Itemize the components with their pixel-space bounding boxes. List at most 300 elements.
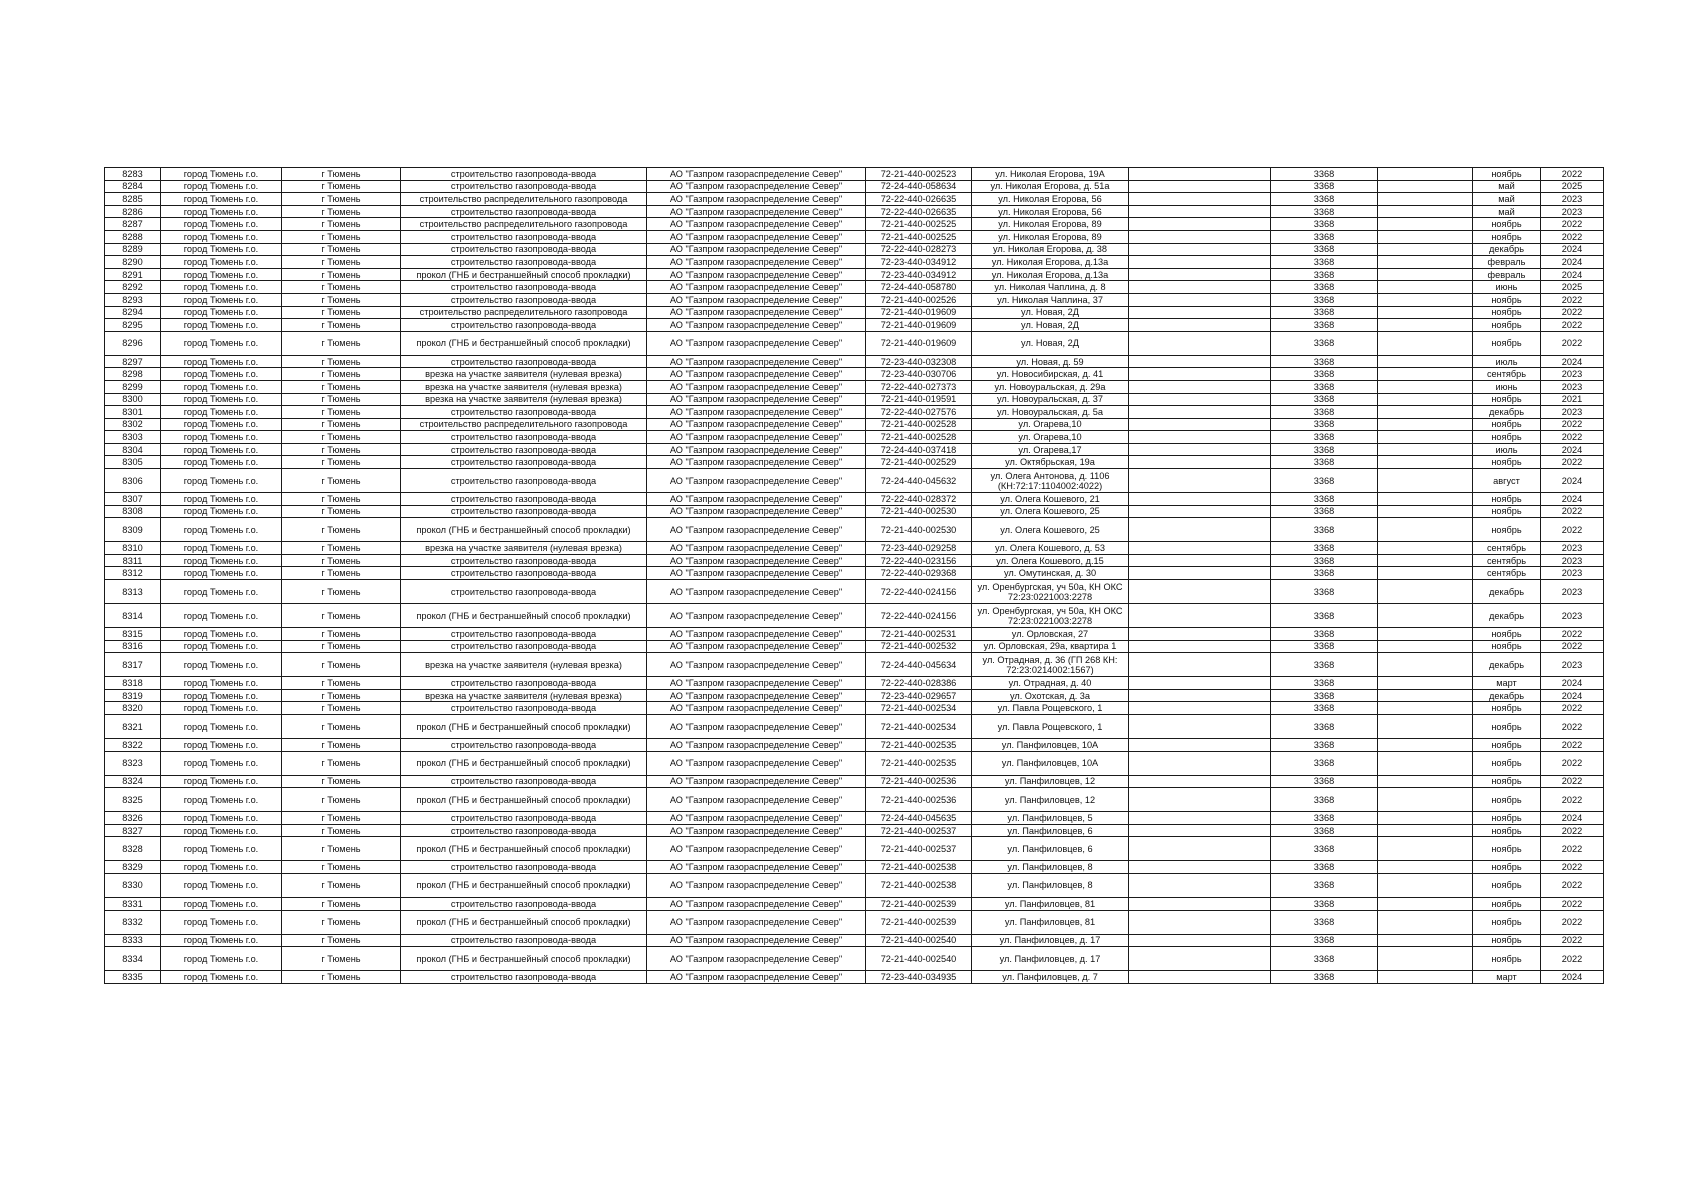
empty-cell-cell <box>1129 443 1271 456</box>
row-number-cell: 8308 <box>105 505 161 518</box>
empty-cell-cell <box>1378 788 1473 812</box>
work-type-cell: строительство газопровода-ввода <box>401 180 647 193</box>
table-row <box>105 306 1604 319</box>
settlement-cell: г Тюмень <box>282 431 401 444</box>
month-cell: ноябрь <box>1473 230 1541 243</box>
code-cell: 3368 <box>1271 205 1378 218</box>
cadastral-code-cell: 72-24-440-045632 <box>866 469 972 493</box>
year-cell: 2023 <box>1541 205 1604 218</box>
work-type-cell: врезка на участке заявителя (нулевая врезка) <box>401 542 647 555</box>
work-type-cell: врезка на участке заявителя (нулевая врезка) <box>401 689 647 702</box>
empty-cell-cell <box>1378 677 1473 690</box>
code-cell: 3368 <box>1271 431 1378 444</box>
empty-cell-cell <box>1378 640 1473 653</box>
cadastral-code-cell: 72-23-440-029657 <box>866 689 972 702</box>
work-type-cell: строительство газопровода-ввода <box>401 205 647 218</box>
empty-cell-cell <box>1378 380 1473 393</box>
municipality-cell: город Тюмень г.о. <box>161 243 282 256</box>
cadastral-code-cell: 72-21-440-002525 <box>866 218 972 231</box>
organization-cell: АО "Газпром газораспределение Север" <box>647 628 866 641</box>
row-number-cell: 8291 <box>105 268 161 281</box>
cadastral-code-cell: 72-21-440-002536 <box>866 775 972 788</box>
address-cell: ул. Новая, 2Д <box>972 306 1129 319</box>
cadastral-code-cell: 72-21-440-002525 <box>866 230 972 243</box>
settlement-cell: г Тюмень <box>282 653 401 677</box>
cadastral-code-cell: 72-21-440-002539 <box>866 910 972 934</box>
row-number-cell: 8292 <box>105 281 161 294</box>
month-cell: июль <box>1473 443 1541 456</box>
address-cell: ул. Панфиловцев, 12 <box>972 775 1129 788</box>
organization-cell: АО "Газпром газораспределение Север" <box>647 230 866 243</box>
organization-cell: АО "Газпром газораспределение Север" <box>647 873 866 897</box>
code-cell: 3368 <box>1271 418 1378 431</box>
address-cell: ул. Новая, 2Д <box>972 331 1129 355</box>
organization-cell: АО "Газпром газораспределение Север" <box>647 218 866 231</box>
settlement-cell: г Тюмень <box>282 319 401 332</box>
organization-cell: АО "Газпром газораспределение Север" <box>647 715 866 739</box>
code-cell: 3368 <box>1271 934 1378 947</box>
month-cell: декабрь <box>1473 689 1541 702</box>
cadastral-code-cell: 72-21-440-019609 <box>866 331 972 355</box>
cadastral-code-cell: 72-21-440-019609 <box>866 319 972 332</box>
row-number-cell: 8319 <box>105 689 161 702</box>
empty-cell-cell <box>1129 319 1271 332</box>
year-cell: 2022 <box>1541 897 1604 910</box>
organization-cell: АО "Газпром газораспределение Север" <box>647 788 866 812</box>
code-cell: 3368 <box>1271 653 1378 677</box>
table-row <box>105 689 1604 702</box>
work-type-cell: врезка на участке заявителя (нулевая врезка) <box>401 380 647 393</box>
organization-cell: АО "Газпром газораспределение Север" <box>647 837 866 861</box>
settlement-cell: г Тюмень <box>282 331 401 355</box>
year-cell: 2024 <box>1541 443 1604 456</box>
year-cell: 2023 <box>1541 554 1604 567</box>
row-number-cell: 8314 <box>105 604 161 628</box>
settlement-cell: г Тюмень <box>282 580 401 604</box>
cadastral-code-cell: 72-21-440-002535 <box>866 751 972 775</box>
row-number-cell: 8301 <box>105 406 161 419</box>
work-type-cell: строительство распределительного газопровода <box>401 193 647 206</box>
code-cell: 3368 <box>1271 493 1378 506</box>
organization-cell: АО "Газпром газораспределение Север" <box>647 268 866 281</box>
settlement-cell: г Тюмень <box>282 751 401 775</box>
month-cell: май <box>1473 180 1541 193</box>
municipality-cell: город Тюмень г.о. <box>161 331 282 355</box>
row-number-cell: 8309 <box>105 518 161 542</box>
organization-cell: АО "Газпром газораспределение Север" <box>647 368 866 381</box>
row-number-cell: 8322 <box>105 739 161 752</box>
year-cell: 2023 <box>1541 406 1604 419</box>
municipality-cell: город Тюмень г.о. <box>161 580 282 604</box>
empty-cell-cell <box>1129 640 1271 653</box>
municipality-cell: город Тюмень г.о. <box>161 910 282 934</box>
code-cell: 3368 <box>1271 443 1378 456</box>
organization-cell: АО "Газпром газораспределение Север" <box>647 689 866 702</box>
code-cell: 3368 <box>1271 355 1378 368</box>
cadastral-code-cell: 72-24-440-058780 <box>866 281 972 294</box>
code-cell: 3368 <box>1271 230 1378 243</box>
year-cell: 2022 <box>1541 230 1604 243</box>
empty-cell-cell <box>1129 861 1271 874</box>
row-number-cell: 8284 <box>105 180 161 193</box>
month-cell: февраль <box>1473 268 1541 281</box>
code-cell: 3368 <box>1271 837 1378 861</box>
row-number-cell: 8318 <box>105 677 161 690</box>
organization-cell: АО "Газпром газораспределение Север" <box>647 331 866 355</box>
month-cell: март <box>1473 971 1541 984</box>
empty-cell-cell <box>1378 268 1473 281</box>
code-cell: 3368 <box>1271 677 1378 690</box>
organization-cell: АО "Газпром газораспределение Север" <box>647 168 866 181</box>
table-row <box>105 431 1604 444</box>
address-cell: ул. Николая Егорова, 19А <box>972 168 1129 181</box>
year-cell: 2023 <box>1541 653 1604 677</box>
table-row <box>105 567 1604 580</box>
code-cell: 3368 <box>1271 319 1378 332</box>
settlement-cell: г Тюмень <box>282 456 401 469</box>
code-cell: 3368 <box>1271 256 1378 269</box>
code-cell: 3368 <box>1271 971 1378 984</box>
empty-cell-cell <box>1378 418 1473 431</box>
organization-cell: АО "Газпром газораспределение Север" <box>647 493 866 506</box>
municipality-cell: город Тюмень г.о. <box>161 628 282 641</box>
empty-cell-cell <box>1378 493 1473 506</box>
empty-cell-cell <box>1129 218 1271 231</box>
empty-cell-cell <box>1129 971 1271 984</box>
code-cell: 3368 <box>1271 180 1378 193</box>
empty-cell-cell <box>1378 775 1473 788</box>
table-row <box>105 168 1604 181</box>
table-row <box>105 319 1604 332</box>
row-number-cell: 8335 <box>105 971 161 984</box>
address-cell: ул. Панфиловцев, 6 <box>972 824 1129 837</box>
code-cell: 3368 <box>1271 824 1378 837</box>
empty-cell-cell <box>1378 947 1473 971</box>
work-type-cell: строительство газопровода-ввода <box>401 230 647 243</box>
municipality-cell: город Тюмень г.о. <box>161 640 282 653</box>
work-type-cell: прокол (ГНБ и бестраншейный способ прокладки) <box>401 873 647 897</box>
year-cell: 2021 <box>1541 393 1604 406</box>
empty-cell-cell <box>1129 934 1271 947</box>
address-cell: ул. Олега Кошевого, 21 <box>972 493 1129 506</box>
organization-cell: АО "Газпром газораспределение Север" <box>647 640 866 653</box>
row-number-cell: 8329 <box>105 861 161 874</box>
settlement-cell: г Тюмень <box>282 268 401 281</box>
empty-cell-cell <box>1129 180 1271 193</box>
code-cell: 3368 <box>1271 456 1378 469</box>
address-cell: ул. Николая Егорова, д. 38 <box>972 243 1129 256</box>
work-type-cell: строительство газопровода-ввода <box>401 168 647 181</box>
work-type-cell: строительство газопровода-ввода <box>401 897 647 910</box>
organization-cell: АО "Газпром газораспределение Север" <box>647 542 866 555</box>
settlement-cell: г Тюмень <box>282 205 401 218</box>
row-number-cell: 8325 <box>105 788 161 812</box>
municipality-cell: город Тюмень г.о. <box>161 368 282 381</box>
cadastral-code-cell: 72-24-440-058634 <box>866 180 972 193</box>
table-row <box>105 640 1604 653</box>
settlement-cell: г Тюмень <box>282 168 401 181</box>
work-type-cell: строительство газопровода-ввода <box>401 628 647 641</box>
work-type-cell: строительство газопровода-ввода <box>401 702 647 715</box>
code-cell: 3368 <box>1271 788 1378 812</box>
organization-cell: АО "Газпром газораспределение Север" <box>647 306 866 319</box>
row-number-cell: 8330 <box>105 873 161 897</box>
year-cell: 2024 <box>1541 677 1604 690</box>
empty-cell-cell <box>1378 256 1473 269</box>
work-type-cell: строительство газопровода-ввода <box>401 406 647 419</box>
work-type-cell: прокол (ГНБ и бестраншейный способ прокладки) <box>401 518 647 542</box>
month-cell: июнь <box>1473 281 1541 294</box>
month-cell: ноябрь <box>1473 493 1541 506</box>
empty-cell-cell <box>1378 554 1473 567</box>
table-row <box>105 971 1604 984</box>
organization-cell: АО "Газпром газораспределение Север" <box>647 281 866 294</box>
empty-cell-cell <box>1378 393 1473 406</box>
address-cell: ул. Новая, д. 59 <box>972 355 1129 368</box>
address-cell: ул. Николая Егорова, д.13а <box>972 268 1129 281</box>
row-number-cell: 8331 <box>105 897 161 910</box>
municipality-cell: город Тюмень г.о. <box>161 873 282 897</box>
row-number-cell: 8333 <box>105 934 161 947</box>
settlement-cell: г Тюмень <box>282 418 401 431</box>
year-cell: 2022 <box>1541 306 1604 319</box>
settlement-cell: г Тюмень <box>282 218 401 231</box>
year-cell: 2022 <box>1541 218 1604 231</box>
address-cell: ул. Панфиловцев, д. 7 <box>972 971 1129 984</box>
cadastral-code-cell: 72-22-440-028386 <box>866 677 972 690</box>
settlement-cell: г Тюмень <box>282 971 401 984</box>
code-cell: 3368 <box>1271 469 1378 493</box>
code-cell: 3368 <box>1271 406 1378 419</box>
cadastral-code-cell: 72-21-440-002539 <box>866 897 972 910</box>
settlement-cell: г Тюмень <box>282 355 401 368</box>
organization-cell: АО "Газпром газораспределение Север" <box>647 406 866 419</box>
row-number-cell: 8327 <box>105 824 161 837</box>
row-number-cell: 8288 <box>105 230 161 243</box>
address-cell: ул. Охотская, д. 3а <box>972 689 1129 702</box>
municipality-cell: город Тюмень г.о. <box>161 205 282 218</box>
municipality-cell: город Тюмень г.о. <box>161 518 282 542</box>
municipality-cell: город Тюмень г.о. <box>161 812 282 825</box>
empty-cell-cell <box>1129 751 1271 775</box>
cadastral-code-cell: 72-23-440-034935 <box>866 971 972 984</box>
code-cell: 3368 <box>1271 567 1378 580</box>
empty-cell-cell <box>1129 653 1271 677</box>
empty-cell-cell <box>1129 715 1271 739</box>
empty-cell-cell <box>1129 243 1271 256</box>
organization-cell: АО "Газпром газораспределение Север" <box>647 751 866 775</box>
work-type-cell: строительство газопровода-ввода <box>401 812 647 825</box>
work-type-cell: строительство газопровода-ввода <box>401 469 647 493</box>
row-number-cell: 8296 <box>105 331 161 355</box>
settlement-cell: г Тюмень <box>282 505 401 518</box>
row-number-cell: 8286 <box>105 205 161 218</box>
address-cell: ул. Омутинская, д. 30 <box>972 567 1129 580</box>
cadastral-code-cell: 72-23-440-030706 <box>866 368 972 381</box>
table-row <box>105 580 1604 604</box>
work-type-cell: строительство газопровода-ввода <box>401 861 647 874</box>
year-cell: 2022 <box>1541 788 1604 812</box>
code-cell: 3368 <box>1271 873 1378 897</box>
address-cell: ул. Панфиловцев, 81 <box>972 910 1129 934</box>
municipality-cell: город Тюмень г.о. <box>161 947 282 971</box>
work-type-cell: строительство распределительного газопровода <box>401 418 647 431</box>
code-cell: 3368 <box>1271 812 1378 825</box>
organization-cell: АО "Газпром газораспределение Север" <box>647 180 866 193</box>
municipality-cell: город Тюмень г.о. <box>161 702 282 715</box>
month-cell: сентябрь <box>1473 368 1541 381</box>
empty-cell-cell <box>1378 751 1473 775</box>
work-type-cell: строительство газопровода-ввода <box>401 493 647 506</box>
cadastral-code-cell: 72-24-440-037418 <box>866 443 972 456</box>
year-cell: 2023 <box>1541 368 1604 381</box>
address-cell: ул. Новоуральская, д. 5а <box>972 406 1129 419</box>
year-cell: 2022 <box>1541 293 1604 306</box>
settlement-cell: г Тюмень <box>282 702 401 715</box>
cadastral-code-cell: 72-21-440-002537 <box>866 824 972 837</box>
organization-cell: АО "Газпром газораспределение Север" <box>647 702 866 715</box>
empty-cell-cell <box>1129 947 1271 971</box>
empty-cell-cell <box>1129 775 1271 788</box>
work-type-cell: строительство газопровода-ввода <box>401 355 647 368</box>
organization-cell: АО "Газпром газораспределение Север" <box>647 861 866 874</box>
code-cell: 3368 <box>1271 268 1378 281</box>
cadastral-code-cell: 72-21-440-002529 <box>866 456 972 469</box>
address-cell: ул. Панфиловцев, 81 <box>972 897 1129 910</box>
address-cell: ул. Олега Кошевого, 25 <box>972 518 1129 542</box>
address-cell: ул. Николая Егорова, 89 <box>972 218 1129 231</box>
municipality-cell: город Тюмень г.о. <box>161 180 282 193</box>
organization-cell: АО "Газпром газораспределение Север" <box>647 380 866 393</box>
empty-cell-cell <box>1129 368 1271 381</box>
settlement-cell: г Тюмень <box>282 873 401 897</box>
settlement-cell: г Тюмень <box>282 180 401 193</box>
code-cell: 3368 <box>1271 306 1378 319</box>
settlement-cell: г Тюмень <box>282 193 401 206</box>
municipality-cell: город Тюмень г.о. <box>161 281 282 294</box>
organization-cell: АО "Газпром газораспределение Север" <box>647 319 866 332</box>
code-cell: 3368 <box>1271 739 1378 752</box>
settlement-cell: г Тюмень <box>282 380 401 393</box>
settlement-cell: г Тюмень <box>282 689 401 702</box>
code-cell: 3368 <box>1271 580 1378 604</box>
settlement-cell: г Тюмень <box>282 775 401 788</box>
year-cell: 2022 <box>1541 505 1604 518</box>
code-cell: 3368 <box>1271 505 1378 518</box>
month-cell: ноябрь <box>1473 934 1541 947</box>
row-number-cell: 8297 <box>105 355 161 368</box>
cadastral-code-cell: 72-21-440-002534 <box>866 702 972 715</box>
settlement-cell: г Тюмень <box>282 256 401 269</box>
table-row <box>105 861 1604 874</box>
address-cell: ул. Николая Егорова, 56 <box>972 193 1129 206</box>
year-cell: 2024 <box>1541 243 1604 256</box>
row-number-cell: 8293 <box>105 293 161 306</box>
municipality-cell: город Тюмень г.о. <box>161 268 282 281</box>
work-type-cell: прокол (ГНБ и бестраншейный способ прокладки) <box>401 331 647 355</box>
empty-cell-cell <box>1378 431 1473 444</box>
municipality-cell: город Тюмень г.о. <box>161 230 282 243</box>
year-cell: 2024 <box>1541 469 1604 493</box>
organization-cell: АО "Газпром газораспределение Север" <box>647 456 866 469</box>
row-number-cell: 8311 <box>105 554 161 567</box>
cadastral-code-cell: 72-21-440-002532 <box>866 640 972 653</box>
municipality-cell: город Тюмень г.о. <box>161 897 282 910</box>
row-number-cell: 8302 <box>105 418 161 431</box>
settlement-cell: г Тюмень <box>282 443 401 456</box>
empty-cell-cell <box>1378 812 1473 825</box>
row-number-cell: 8283 <box>105 168 161 181</box>
month-cell: декабрь <box>1473 243 1541 256</box>
settlement-cell: г Тюмень <box>282 739 401 752</box>
cadastral-code-cell: 72-21-440-002537 <box>866 837 972 861</box>
settlement-cell: г Тюмень <box>282 469 401 493</box>
empty-cell-cell <box>1129 355 1271 368</box>
year-cell: 2022 <box>1541 934 1604 947</box>
empty-cell-cell <box>1378 505 1473 518</box>
address-cell: ул. Павла Рощевского, 1 <box>972 702 1129 715</box>
empty-cell-cell <box>1378 873 1473 897</box>
table-row <box>105 604 1604 628</box>
municipality-cell: город Тюмень г.о. <box>161 418 282 431</box>
empty-cell-cell <box>1378 910 1473 934</box>
row-number-cell: 8299 <box>105 380 161 393</box>
month-cell: ноябрь <box>1473 218 1541 231</box>
cadastral-code-cell: 72-23-440-032308 <box>866 355 972 368</box>
row-number-cell: 8315 <box>105 628 161 641</box>
table-row <box>105 505 1604 518</box>
organization-cell: АО "Газпром газораспределение Север" <box>647 653 866 677</box>
table-row <box>105 293 1604 306</box>
code-cell: 3368 <box>1271 193 1378 206</box>
cadastral-code-cell: 72-21-440-002538 <box>866 861 972 874</box>
municipality-cell: город Тюмень г.о. <box>161 168 282 181</box>
table-row <box>105 456 1604 469</box>
table-row <box>105 205 1604 218</box>
address-cell: ул. Панфиловцев, д. 17 <box>972 934 1129 947</box>
municipality-cell: город Тюмень г.о. <box>161 567 282 580</box>
month-cell: ноябрь <box>1473 897 1541 910</box>
municipality-cell: город Тюмень г.о. <box>161 443 282 456</box>
empty-cell-cell <box>1378 168 1473 181</box>
cadastral-code-cell: 72-21-440-002540 <box>866 934 972 947</box>
organization-cell: АО "Газпром газораспределение Север" <box>647 910 866 934</box>
work-type-cell: строительство газопровода-ввода <box>401 971 647 984</box>
cadastral-code-cell: 72-21-440-002523 <box>866 168 972 181</box>
organization-cell: АО "Газпром газораспределение Север" <box>647 604 866 628</box>
organization-cell: АО "Газпром газораспределение Север" <box>647 824 866 837</box>
organization-cell: АО "Газпром газораспределение Север" <box>647 431 866 444</box>
code-cell: 3368 <box>1271 542 1378 555</box>
table-row <box>105 934 1604 947</box>
settlement-cell: г Тюмень <box>282 640 401 653</box>
row-number-cell: 8320 <box>105 702 161 715</box>
cadastral-code-cell: 72-21-440-002534 <box>866 715 972 739</box>
row-number-cell: 8287 <box>105 218 161 231</box>
month-cell: май <box>1473 193 1541 206</box>
cadastral-code-cell: 72-22-440-026635 <box>866 193 972 206</box>
code-cell: 3368 <box>1271 554 1378 567</box>
work-type-cell: строительство распределительного газопровода <box>401 306 647 319</box>
organization-cell: АО "Газпром газораспределение Север" <box>647 567 866 580</box>
address-cell: ул. Отрадная, д. 40 <box>972 677 1129 690</box>
empty-cell-cell <box>1129 788 1271 812</box>
month-cell: ноябрь <box>1473 837 1541 861</box>
month-cell: сентябрь <box>1473 554 1541 567</box>
empty-cell-cell <box>1378 306 1473 319</box>
code-cell: 3368 <box>1271 380 1378 393</box>
table-row <box>105 243 1604 256</box>
